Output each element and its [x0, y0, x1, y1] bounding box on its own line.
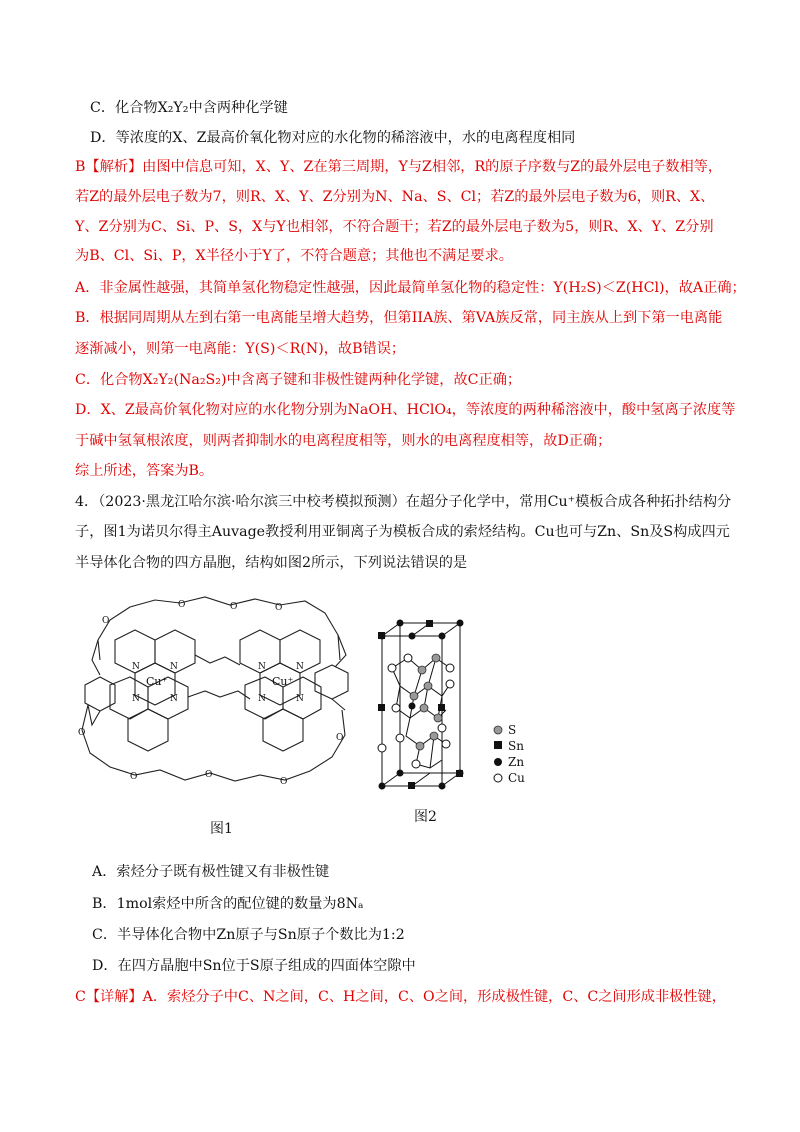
legend-cu: Cu [508, 771, 525, 785]
nitrogen-label: N [132, 694, 140, 704]
detail-line-1: C【详解】A．索烃分子中C、N之间，C、H之间，C、O之间，形成极性键，C、C之间形成非极性键， [75, 989, 726, 1005]
nitrogen-label: N [132, 662, 140, 672]
analysis-line-10: 于碱中氢氧根浓度，则两者抑制水的电离程度相等，则水的电离程度相等，故D正确； [75, 433, 612, 449]
legend-sn: Sn [508, 739, 524, 753]
oxygen-label: O [336, 733, 344, 743]
analysis-line-5: A．非金属性越强，其简单氢化物稳定性越强，因此最简单氢化物的稳定性：Y(H₂S)＜Z(HCl)，故A正确； [75, 280, 746, 296]
oxygen-label: O [275, 603, 283, 613]
analysis-line-7: 逐渐减小，则第一电离能：Y(S)＜R(N)，故B错误； [75, 341, 406, 357]
option-a: A．索烃分子既有极性键又有非极性键 [92, 864, 330, 880]
option-c: C．半导体化合物中Zn原子与Sn原子个数比为1:2 [92, 927, 405, 943]
question-line-2: 子，图1为诺贝尔得主Auvage教授利用亚铜离子为模板合成的索烃结构。Cu也可与Zn、Sn及S构成四元 [75, 524, 730, 540]
analysis-line-9: D．X、Z最高价氧化物对应的水化物分别为NaOH、HClO₄，等浓度的两种稀溶液中，酸中氢离子浓度等 [75, 402, 736, 418]
figure-2-unit-cell-diagram [370, 618, 540, 798]
cu-ion-label-right: Cu⁺ [272, 675, 294, 688]
oxygen-label: O [205, 770, 213, 780]
nitrogen-label: N [296, 662, 304, 672]
nitrogen-label: N [296, 694, 304, 704]
option-d: D．在四方晶胞中Sn位于S原子组成的四面体空隙中 [92, 958, 416, 974]
question-line-1: 4．（2023·黑龙江哈尔滨·哈尔滨三中校考模拟预测）在超分子化学中，常用Cu⁺模板合成各种拓扑结构分 [75, 494, 732, 510]
legend-s: S [508, 723, 517, 737]
nitrogen-label: N [170, 694, 178, 704]
oxygen-label: O [230, 602, 238, 612]
oxygen-label: O [130, 772, 138, 782]
oxygen-label: O [280, 777, 288, 787]
option-c-prev: C．化合物X₂Y₂中含两种化学键 [90, 100, 288, 116]
analysis-line-1: B【解析】由图中信息可知，X、Y、Z在第三周期，Y与Z相邻，R的原子序数与Z的最外层电子数相等， [75, 159, 723, 175]
oxygen-label: O [102, 616, 110, 626]
nitrogen-label: N [170, 662, 178, 672]
analysis-line-11: 综上所述，答案为B。 [75, 463, 214, 479]
question-line-3: 半导体化合物的四方晶胞，结构如图2所示，下列说法错误的是 [75, 555, 468, 571]
option-d-prev: D．等浓度的X、Z最高价氧化物对应的水化物的稀溶液中，水的电离程度相同 [90, 130, 576, 146]
legend-zn: Zn [508, 755, 525, 769]
analysis-line-2: 若Z的最外层电子数为7，则R、X、Y、Z分别为N、Na、S、Cl；若Z的最外层电子数为6，则R、X、 [75, 189, 715, 205]
analysis-line-8: C．化合物X₂Y₂(Na₂S₂)中含离子键和非极性键两种化学键，故C正确； [75, 372, 522, 388]
figure-1-catenane-diagram [70, 585, 370, 815]
oxygen-label: O [178, 600, 186, 610]
nitrogen-label: N [258, 694, 266, 704]
oxygen-label: O [78, 728, 86, 738]
analysis-line-3: Y、Z分别为C、Si、P、S，X与Y也相邻，不符合题干；若Z的最外层电子数为5，则R、X、Y、Z分别 [75, 219, 714, 235]
figure-1-caption: 图1 [210, 821, 233, 837]
analysis-line-4: 为B、Cl、Si、P，X半径小于Y了，不符合题意；其他也不满足要求。 [75, 248, 513, 264]
analysis-line-6: B．根据同周期从左到右第一电离能呈增大趋势，但第IIA族、第VA族反常，同主族从上到下第一电离能 [75, 310, 723, 326]
figure-2-caption: 图2 [414, 809, 437, 825]
cu-ion-label-left: Cu⁺ [146, 675, 168, 688]
option-b: B．1mol索烃中所含的配位键的数量为8Nₐ [92, 896, 364, 912]
nitrogen-label: N [258, 662, 266, 672]
